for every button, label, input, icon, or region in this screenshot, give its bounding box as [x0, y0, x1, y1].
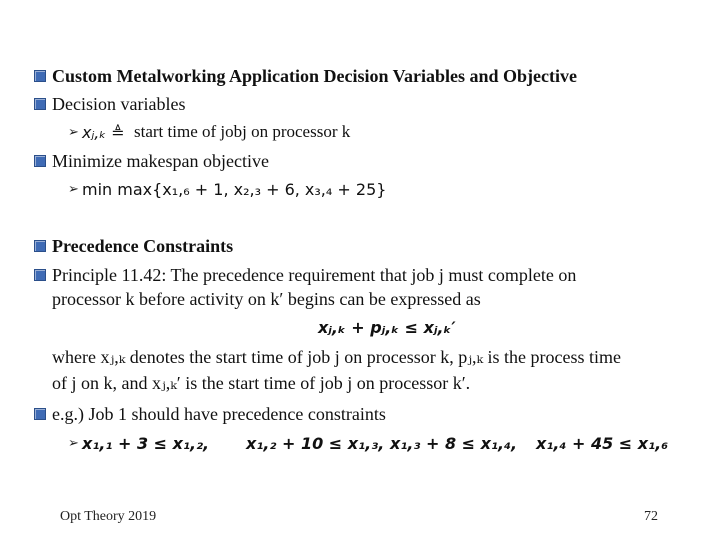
section-heading: Precedence Constraints	[52, 236, 234, 256]
section-heading: Custom Metalworking Application Decision Variables and Objective	[52, 66, 578, 86]
arrow-bullet-icon: ➢	[68, 435, 79, 450]
arrow-bullet-icon: ➢	[68, 181, 79, 196]
bullet-icon	[34, 269, 46, 281]
list-item-example: e.g.) Job 1 should have precedence constraints	[52, 404, 386, 424]
footer-course-label: Opt Theory 2019	[60, 509, 157, 524]
principle-formula: xⱼ,ₖ + pⱼ,ₖ ≤ xⱼ,ₖ′	[318, 318, 456, 337]
bullet-icon	[34, 408, 46, 420]
objective-formula: min max{x₁,₆ + 1, x₂,₃ + 6, x₃,₄ + 25}	[82, 180, 387, 199]
principle-text-line2: processor k before activity on k′ begins can be expressed as	[52, 289, 481, 309]
bullet-icon	[34, 240, 46, 252]
list-item-minimize-makespan: Minimize makespan objective	[52, 151, 269, 171]
constraint-formula: x₁,₁ + 3 ≤ x₁,₂,	[82, 434, 210, 453]
decision-variable-description: start time of jobj on processor k	[134, 122, 351, 141]
where-text-line2: of j on k, and xⱼ,ₖ′ is the start time of job j on processor k′.	[52, 373, 471, 393]
list-item-decision-variables: Decision variables	[52, 94, 186, 114]
bullet-icon	[34, 70, 46, 82]
constraint-formula: x₁,₃ + 8 ≤ x₁,₄,	[390, 434, 518, 453]
page-number: 72	[644, 509, 658, 524]
principle-text-line1: Principle 11.42: The precedence requirement that job j must complete on	[52, 265, 577, 285]
bullet-icon	[34, 155, 46, 167]
decision-variable-math: xⱼ,ₖ ≜	[82, 123, 125, 142]
where-text-line1: where xⱼ,ₖ denotes the start time of job j on processor k, pⱼ,ₖ is the process time	[52, 347, 622, 367]
arrow-bullet-icon: ➢	[68, 124, 79, 139]
constraint-formula: x₁,₂ + 10 ≤ x₁,₃,	[246, 434, 385, 453]
bullet-icon	[34, 98, 46, 110]
constraint-formula: x₁,₄ + 45 ≤ x₁,₆	[536, 434, 669, 453]
